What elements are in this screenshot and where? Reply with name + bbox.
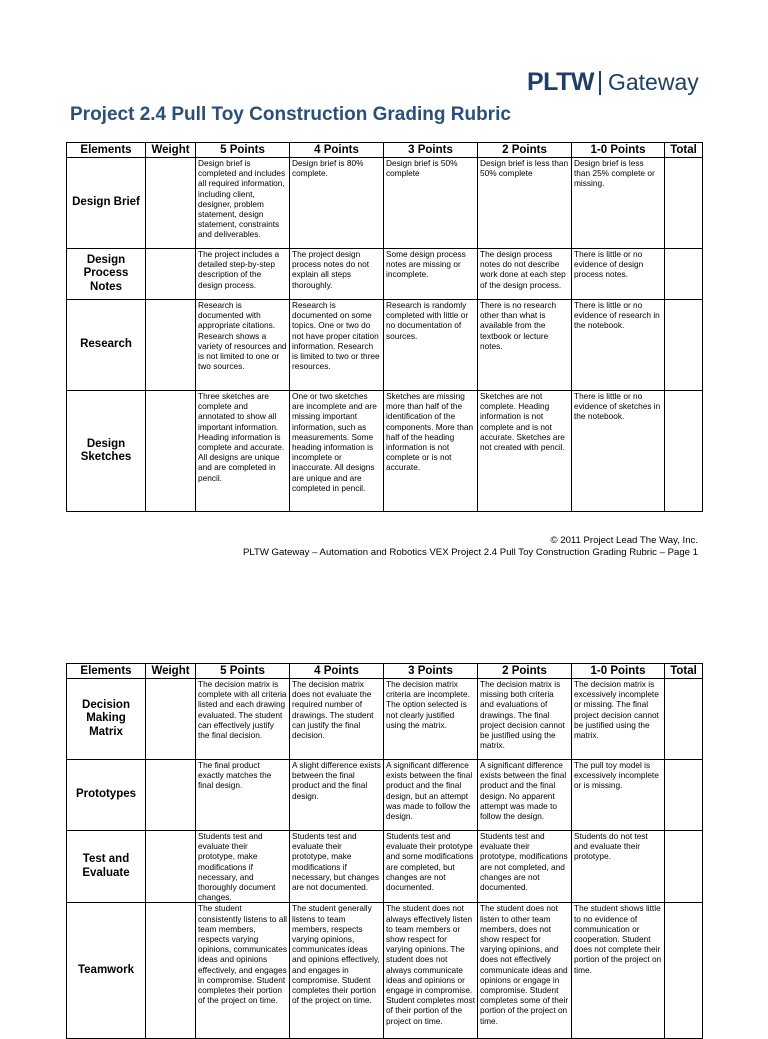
criteria-cell: Sketches are missing more than half of the identification of the components. More than half of the heading information is not complete or is not accurate. [384, 391, 478, 512]
criteria-cell: Sketches are not complete. Heading information is not complete and is not accurate. Sketches are not created with pencil. [478, 391, 572, 512]
criteria-cell: The project includes a detailed step-by-step description of the design process. [196, 249, 290, 300]
criteria-cell: Students test and evaluate their prototype, modifications are not completed, and changes are not documented. [478, 831, 572, 903]
total-cell [665, 158, 703, 249]
total-cell [665, 679, 703, 760]
header-2-points: 2 Points [478, 664, 572, 679]
criteria-cell: The decision matrix criteria are incomplete. The option selected is not clearly justified using the matrix. [384, 679, 478, 760]
rubric-table-page-1 [66, 142, 703, 512]
criteria-cell: The pull toy model is excessively incomplete or is missing. [572, 760, 665, 831]
criteria-cell: The decision matrix is missing both criteria and evaluations of drawings. The final project decision cannot be justified using the matrix. [478, 679, 572, 760]
element-label: Prototypes [67, 760, 146, 831]
element-label: Design Sketches [67, 391, 146, 512]
criteria-cell: A significant difference exists between the final product and the final design, but an attempt was made to follow the design. [384, 760, 478, 831]
weight-cell [146, 158, 196, 249]
header-3-points: 3 Points [384, 143, 478, 158]
table-row [67, 903, 703, 1039]
criteria-cell: The student does not listen to other team members, does not show respect for varying opinions, and does not effectively communicate ideas and opinions or engage in compromise. Student completes some of their portion of the project on time. [478, 903, 572, 1039]
criteria-cell: One or two sketches are incomplete and are missing important information, such as measurements. Some heading information is incomplete or inaccurate. All designs are unique and are completed in pencil. [290, 391, 384, 512]
criteria-cell: A significant difference exists between the final product and the final design. No apparent attempt was made to follow the design. [478, 760, 572, 831]
header-weight: Weight [146, 143, 196, 158]
criteria-cell: The design process notes do not describe work done at each step of the design process. [478, 249, 572, 300]
criteria-cell: There is little or no evidence of research in the notebook. [572, 300, 665, 391]
weight-cell [146, 249, 196, 300]
criteria-cell: Research is randomly completed with little or no documentation of sources. [384, 300, 478, 391]
criteria-cell: Three sketches are complete and annotated to show all important information. Heading information is complete and accurate. All designs are unique and are completed in pencil. [196, 391, 290, 512]
element-label: Test and Evaluate [67, 831, 146, 903]
header-2-points: 2 Points [478, 143, 572, 158]
table-row [67, 158, 703, 249]
criteria-cell: The student generally listens to team members, respects varying opinions, communicates ideas and opinions effectively, and engages in compromise. Student completes their portion of the project on time. [290, 903, 384, 1039]
criteria-cell: There is little or no evidence of design process notes. [572, 249, 665, 300]
element-label: Decision Making Matrix [67, 679, 146, 760]
table-header-row [67, 143, 703, 158]
criteria-cell: There is little or no evidence of sketches in the notebook. [572, 391, 665, 512]
total-cell [665, 300, 703, 391]
criteria-cell: Some design process notes are missing or incomplete. [384, 249, 478, 300]
header-elements: Elements [67, 664, 146, 679]
weight-cell [146, 679, 196, 760]
criteria-cell: The decision matrix is excessively incomplete or missing. The final project decision cannot be justified using the matrix. [572, 679, 665, 760]
table-row [67, 760, 703, 831]
header-4-points: 4 Points [290, 143, 384, 158]
table-row [67, 391, 703, 512]
element-label: Design Brief [67, 158, 146, 249]
criteria-cell: The student does not always effectively listen to team members or show respect for varying opinions. The student does not always communicate ideas and opinions or engage in compromise. Student completes most of their portion of the project on time. [384, 903, 478, 1039]
criteria-cell: Design brief is 80% complete. [290, 158, 384, 249]
criteria-cell: Design brief is less than 50% complete [478, 158, 572, 249]
criteria-cell: A slight difference exists between the final product and the final design. [290, 760, 384, 831]
criteria-cell: Research is documented on some topics. One or two do not have proper citation information. Research is limited to two or three resources. [290, 300, 384, 391]
header-1-0-points: 1-0 Points [572, 143, 665, 158]
weight-cell [146, 391, 196, 512]
table-row [67, 679, 703, 760]
header-weight: Weight [146, 664, 196, 679]
header-total: Total [665, 664, 703, 679]
header-5-points: 5 Points [196, 143, 290, 158]
copyright-notice: © 2011 Project Lead The Way, Inc. [550, 535, 698, 546]
pltw-gateway-logo [527, 68, 699, 97]
total-cell [665, 831, 703, 903]
criteria-cell: There is no research other than what is available from the textbook or lecture notes. [478, 300, 572, 391]
criteria-cell: The student shows little to no evidence of communication or cooperation. Student does not complete their portion of the project on time. [572, 903, 665, 1039]
logo-brand: PLTW [527, 68, 594, 96]
criteria-cell: Students test and evaluate their prototype, make modifications if necessary, and thoroughly document changes. [196, 831, 290, 903]
total-cell [665, 249, 703, 300]
criteria-cell: The final product exactly matches the final design. [196, 760, 290, 831]
weight-cell [146, 903, 196, 1039]
criteria-cell: Design brief is less than 25% complete or missing. [572, 158, 665, 249]
weight-cell [146, 831, 196, 903]
table-row [67, 300, 703, 391]
criteria-cell: Students do not test and evaluate their prototype. [572, 831, 665, 903]
element-label: Design Process Notes [67, 249, 146, 300]
header-total: Total [665, 143, 703, 158]
criteria-cell: Research is documented with appropriate citations. Research shows a variety of resources and is not limited to one or two sources. [196, 300, 290, 391]
criteria-cell: The decision matrix does not evaluate the required number of drawings. The student can justify the final decision. [290, 679, 384, 760]
criteria-cell: Design brief is completed and includes all required information, including client, designer, problem statement, design statement, constraints and deliverables. [196, 158, 290, 249]
element-label: Research [67, 300, 146, 391]
total-cell [665, 903, 703, 1039]
table-header-row [67, 664, 703, 679]
criteria-cell: Students test and evaluate their prototype, make modifications if necessary, but changes are not documented. [290, 831, 384, 903]
criteria-cell: Students test and evaluate their prototype and some modifications are completed, but changes are not documented. [384, 831, 478, 903]
logo-divider [599, 71, 601, 95]
page-title: Project 2.4 Pull Toy Construction Grading Rubric [70, 104, 511, 125]
rubric-table-page-2 [66, 663, 703, 1039]
criteria-cell: Design brief is 50% complete [384, 158, 478, 249]
table-row [67, 831, 703, 903]
logo-product: Gateway [607, 69, 699, 95]
weight-cell [146, 760, 196, 831]
header-4-points: 4 Points [290, 664, 384, 679]
header-1-0-points: 1-0 Points [572, 664, 665, 679]
header-5-points: 5 Points [196, 664, 290, 679]
total-cell [665, 391, 703, 512]
element-label: Teamwork [67, 903, 146, 1039]
criteria-cell: The student consistently listens to all team members, respects varying opinions, communicates ideas and opinions effectively, and engages in compromise. Student completes their portion of the project on time. [196, 903, 290, 1039]
header-3-points: 3 Points [384, 664, 478, 679]
table-row [67, 249, 703, 300]
criteria-cell: The decision matrix is complete with all criteria listed and each drawing evaluated. The student can effectively justify the final decision. [196, 679, 290, 760]
total-cell [665, 760, 703, 831]
page-footer: PLTW Gateway – Automation and Robotics VEX Project 2.4 Pull Toy Construction Grading Rubric – Page 1 [242, 547, 698, 558]
criteria-cell: The project design process notes do not explain all steps thoroughly. [290, 249, 384, 300]
weight-cell [146, 300, 196, 391]
header-elements: Elements [67, 143, 146, 158]
